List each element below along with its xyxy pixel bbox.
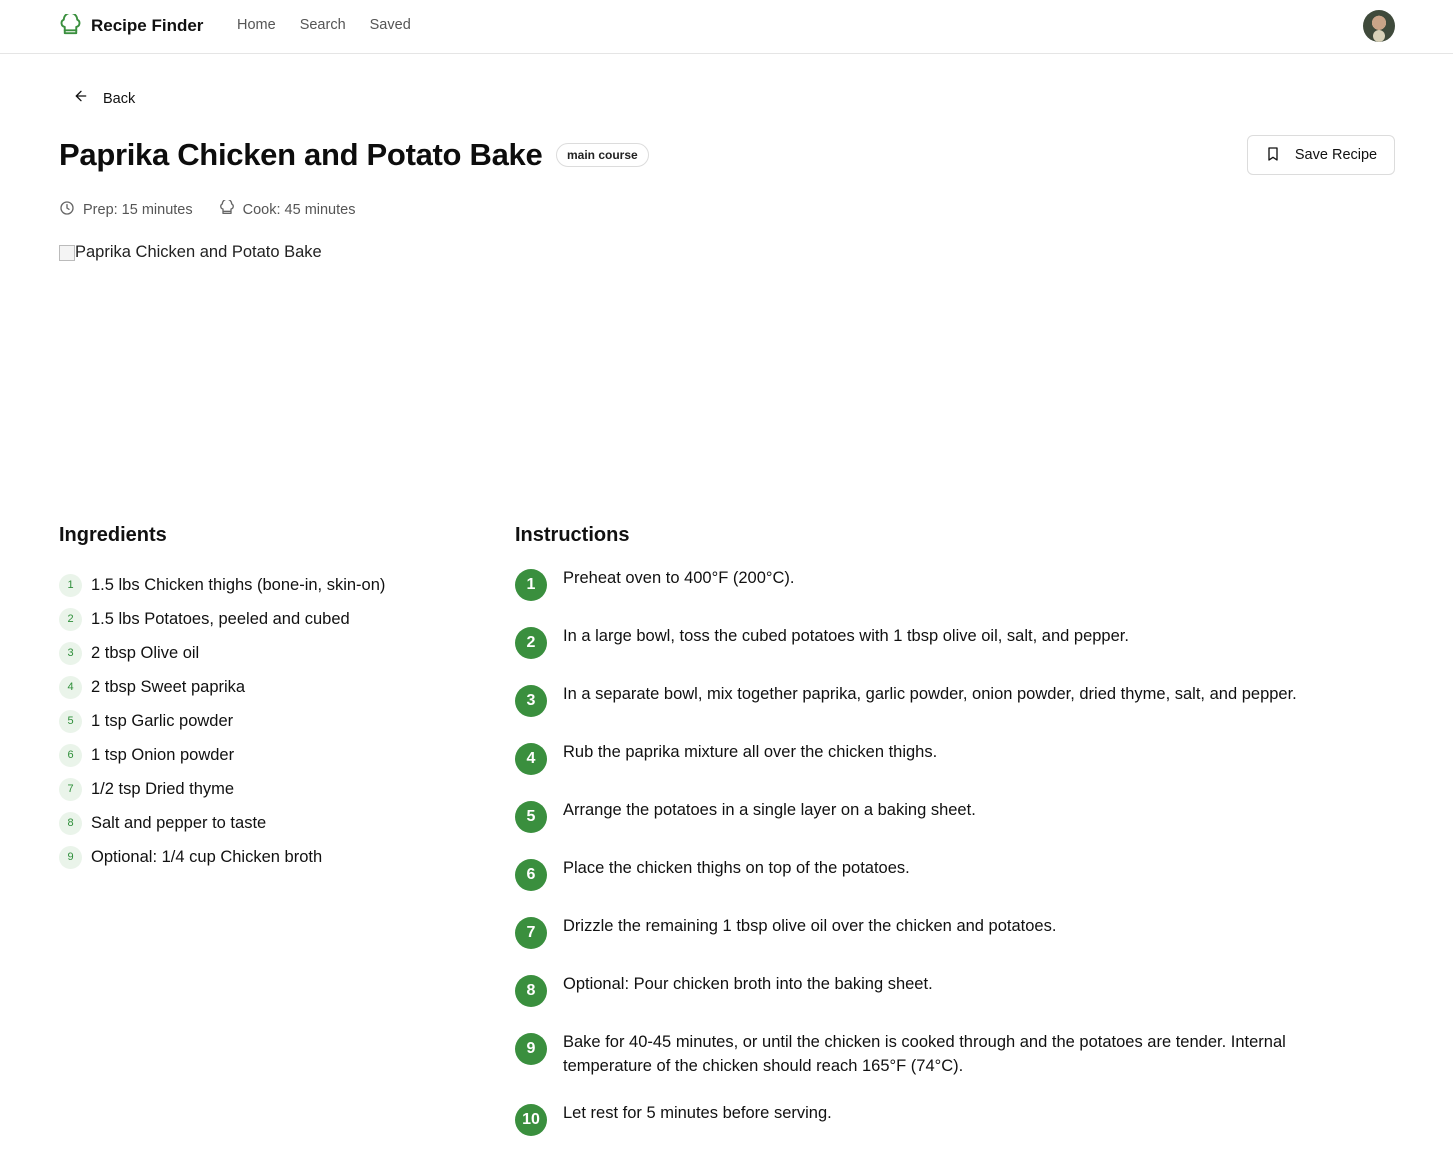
step-text: Rub the paprika mixture all over the chicken thighs.: [563, 743, 938, 761]
ingredient-number: 8: [59, 812, 82, 835]
list-item: [59, 568, 385, 602]
ingredient-text: 1 tsp Garlic powder: [91, 711, 234, 730]
step-text: Drizzle the remaining 1 tbsp olive oil over the chicken and potatoes.: [563, 917, 1057, 935]
list-item: [59, 602, 385, 636]
ingredient-number: 2: [59, 608, 82, 631]
step-number: 2: [515, 627, 547, 659]
cook-time-label: Cook: 45 minutes: [242, 202, 356, 218]
list-item: [515, 1104, 1375, 1136]
recipe-image-alt-text: Paprika Chicken and Potato Bake: [75, 243, 322, 261]
step-number: 4: [515, 743, 547, 775]
step-text: Bake for 40-45 minutes, or until the chicken is cooked through and the potatoes are tender. Internal temperature of the chicken should reach 165°F (74°C).: [563, 1033, 1286, 1075]
step-number: 8: [515, 975, 547, 1007]
ingredient-text: Salt and pepper to taste: [91, 813, 267, 832]
ingredient-number: 1: [59, 574, 82, 597]
list-item: [515, 569, 1375, 601]
ingredient-text: 1 tsp Onion powder: [91, 745, 235, 764]
ingredient-number: 9: [59, 846, 82, 869]
main-nav: [237, 17, 411, 33]
bookmark-icon: [1265, 146, 1281, 165]
list-item: [59, 636, 385, 670]
list-item: [515, 1033, 1375, 1078]
list-item: [515, 917, 1375, 949]
category-badge: main course: [556, 143, 649, 167]
list-item: [515, 627, 1375, 659]
back-label: Back: [103, 90, 136, 107]
step-number: 5: [515, 801, 547, 833]
step-text: Place the chicken thighs on top of the potatoes.: [563, 859, 910, 877]
step-text: Arrange the potatoes in a single layer on a baking sheet.: [563, 801, 976, 819]
list-item: [59, 738, 385, 772]
user-avatar[interactable]: [1363, 10, 1395, 42]
chef-hat-icon: [59, 14, 82, 37]
ingredient-text: 1.5 lbs Potatoes, peeled and cubed: [91, 609, 350, 628]
ingredient-text: 1/2 tsp Dried thyme: [91, 779, 235, 798]
prep-time: [59, 200, 193, 220]
list-item: [59, 772, 385, 806]
ingredient-text: 2 tbsp Olive oil: [91, 643, 200, 662]
list-item: [59, 806, 385, 840]
arrow-left-icon: [73, 88, 89, 109]
cook-time: [219, 200, 356, 220]
list-item: [515, 801, 1375, 833]
ingredient-number: 6: [59, 744, 82, 767]
list-item: [59, 840, 385, 874]
step-text: Preheat oven to 400°F (200°C).: [563, 569, 795, 587]
step-number: 6: [515, 859, 547, 891]
save-recipe-label: Save Recipe: [1294, 147, 1378, 163]
list-item: [59, 670, 385, 704]
chef-hat-icon: [219, 200, 235, 220]
prep-time-label: Prep: 15 minutes: [83, 202, 193, 218]
ingredients-heading: Ingredients: [59, 524, 167, 546]
recipe-image-alt: [59, 243, 659, 262]
broken-image-icon: [59, 245, 75, 261]
instructions-heading: Instructions: [515, 524, 630, 546]
list-item: [515, 859, 1375, 891]
step-number: 1: [515, 569, 547, 601]
list-item: [515, 975, 1375, 1007]
list-item: [59, 704, 385, 738]
step-text: Let rest for 5 minutes before serving.: [563, 1104, 832, 1122]
ingredient-text: Optional: 1/4 cup Chicken broth: [91, 847, 323, 866]
ingredient-number: 3: [59, 642, 82, 665]
brand-name: Recipe Finder: [91, 15, 204, 35]
nav-home[interactable]: Home: [237, 17, 276, 33]
step-text: In a separate bowl, mix together paprika, garlic powder, onion powder, dried thyme, salt, and pepper.: [563, 685, 1297, 703]
ingredient-text: 2 tbsp Sweet paprika: [91, 677, 246, 696]
top-navigation-bar: [0, 0, 1453, 54]
back-button[interactable]: [73, 88, 135, 109]
list-item: [515, 743, 1375, 775]
ingredient-number: 4: [59, 676, 82, 699]
step-number: 9: [515, 1033, 547, 1065]
brand-logo[interactable]: [59, 14, 203, 37]
nav-saved[interactable]: Saved: [369, 17, 411, 33]
save-recipe-button[interactable]: [1247, 135, 1395, 175]
clock-icon: [59, 200, 75, 220]
step-number: 10: [515, 1104, 547, 1136]
recipe-meta: [59, 200, 355, 220]
step-number: 7: [515, 917, 547, 949]
ingredients-list: [59, 568, 385, 874]
instructions-list: [515, 569, 1375, 1162]
nav-search[interactable]: Search: [299, 17, 346, 33]
ingredient-text: 1.5 lbs Chicken thighs (bone-in, skin-on): [91, 575, 386, 594]
step-text: Optional: Pour chicken broth into the baking sheet.: [563, 975, 933, 993]
list-item: [515, 685, 1375, 717]
recipe-image: [59, 243, 659, 493]
step-number: 3: [515, 685, 547, 717]
ingredient-number: 5: [59, 710, 82, 733]
step-text: In a large bowl, toss the cubed potatoes with 1 tbsp olive oil, salt, and pepper.: [563, 627, 1129, 645]
recipe-title: Paprika Chicken and Potato Bake: [59, 137, 543, 172]
ingredient-number: 7: [59, 778, 82, 801]
